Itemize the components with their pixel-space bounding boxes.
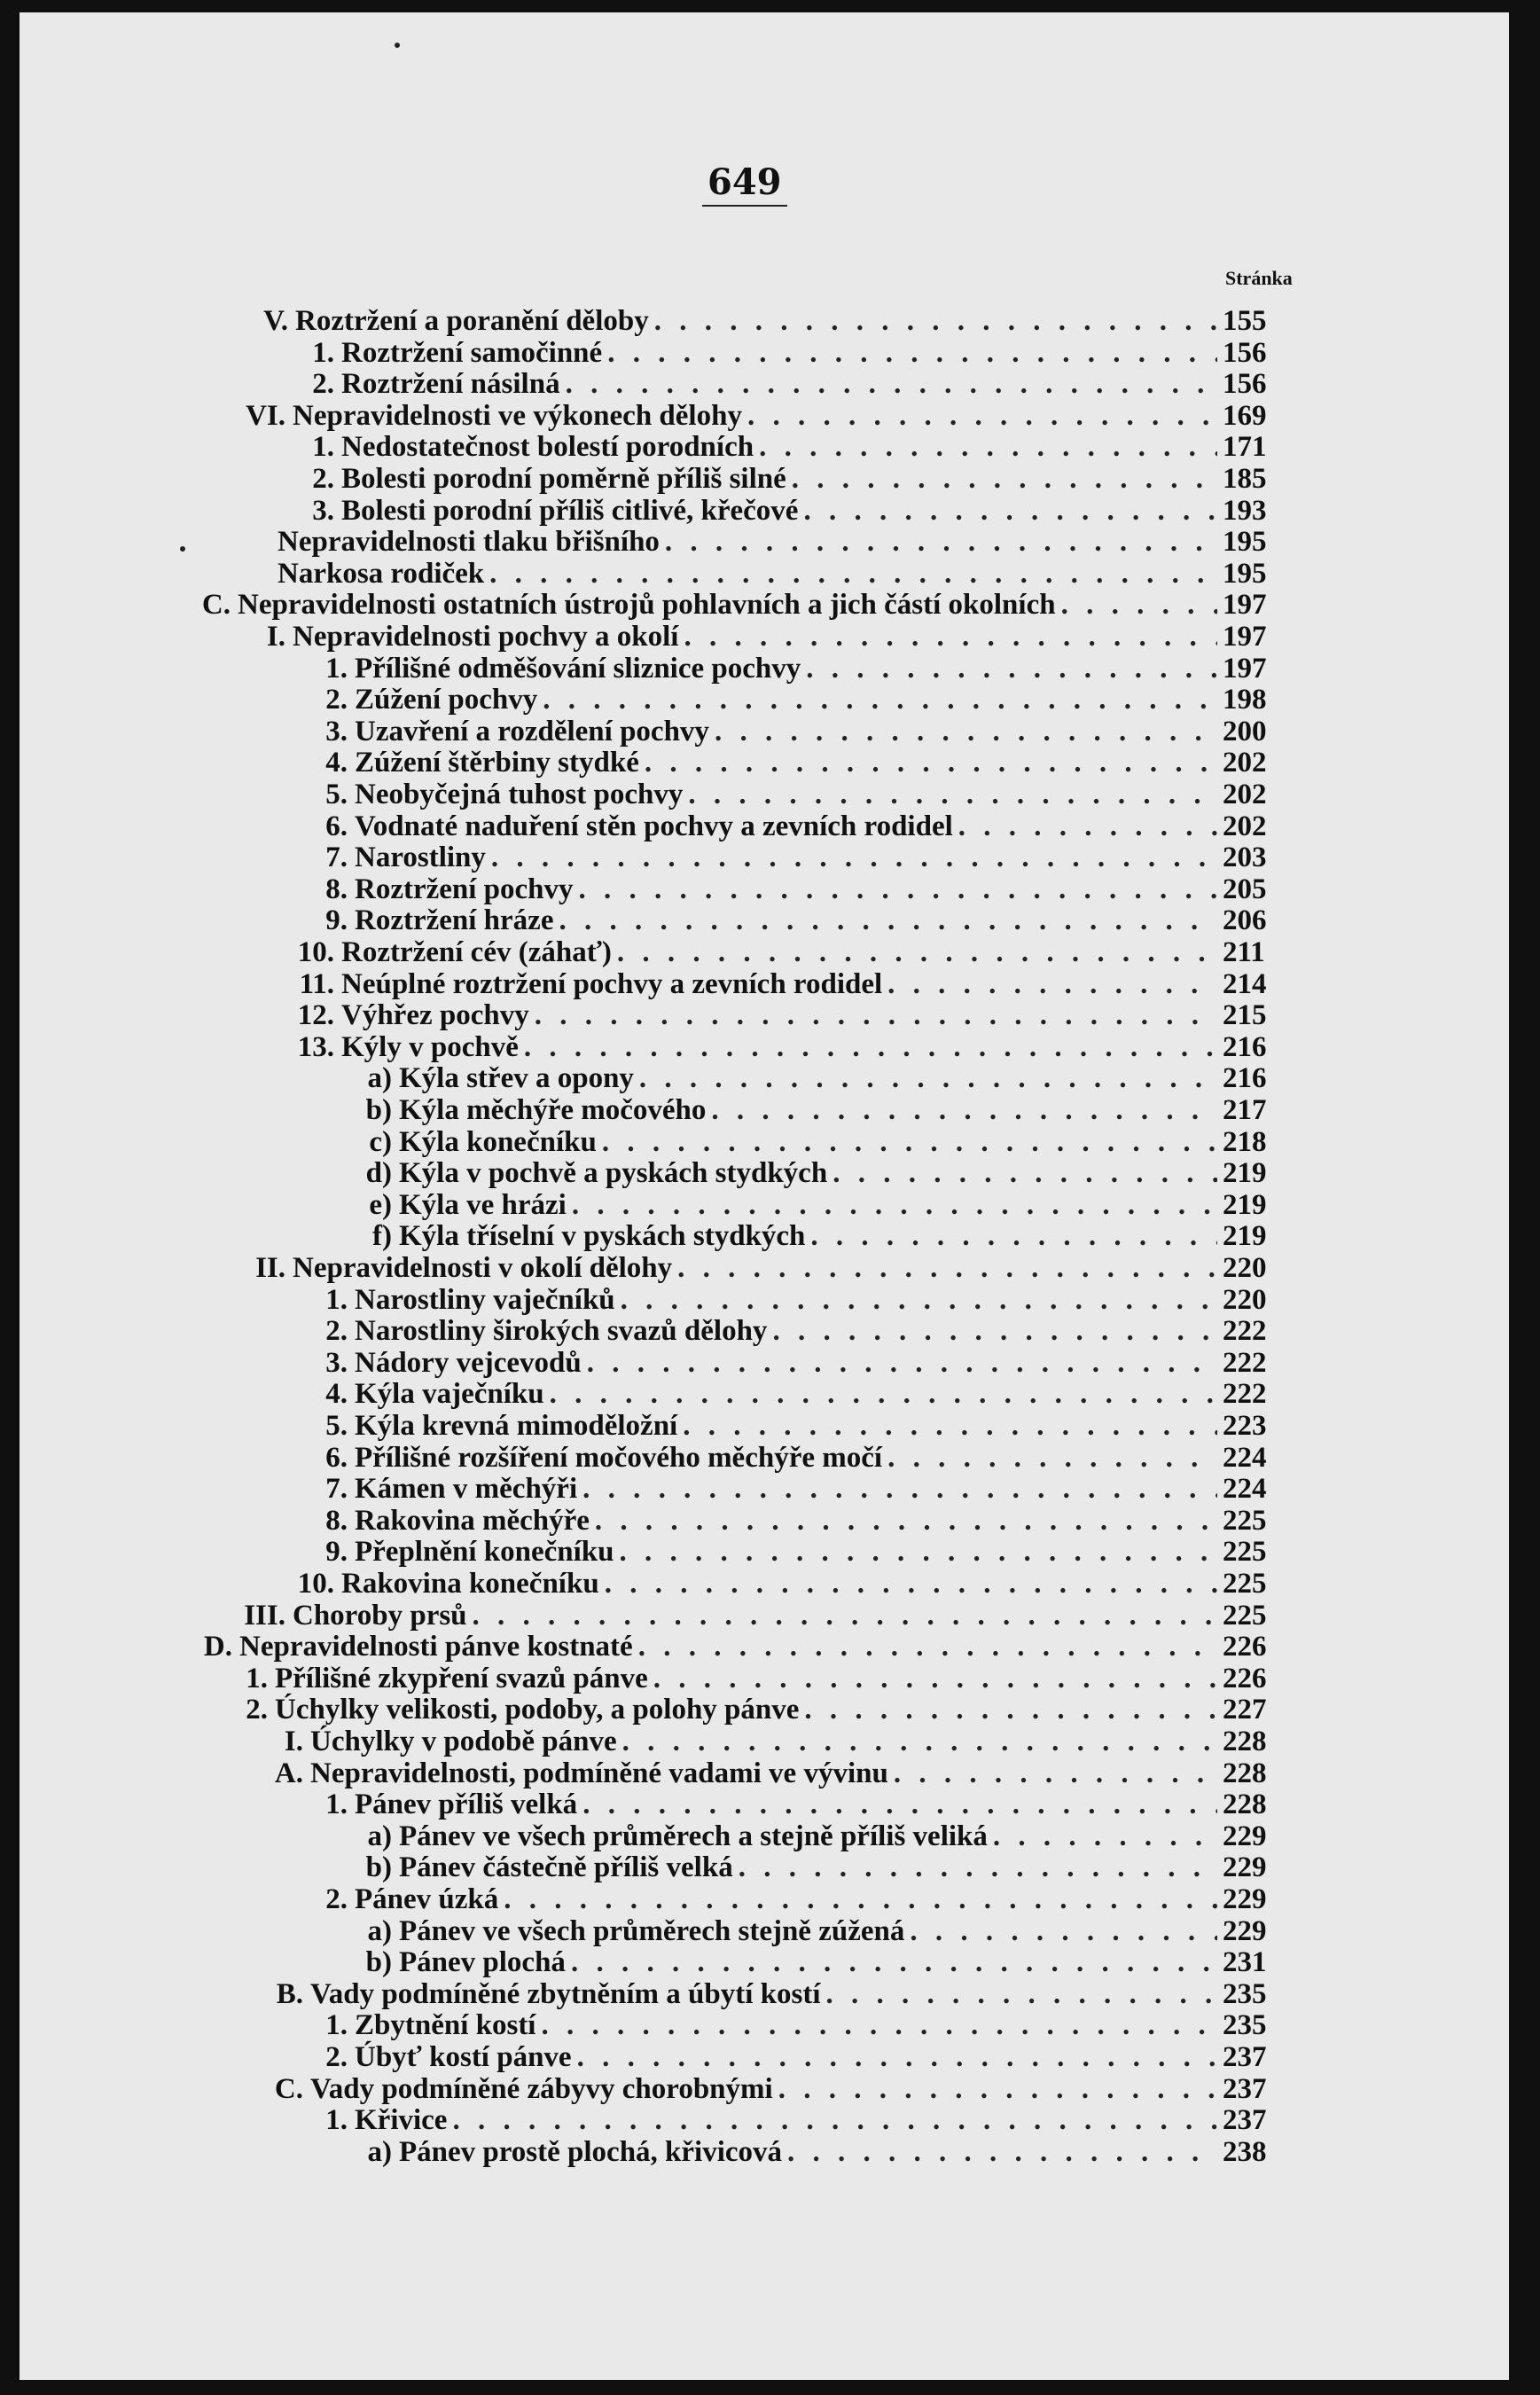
dot-leader [684,621,1217,654]
toc-entry-text: Nepravidelnosti pochvy a okolí [293,621,679,653]
toc-entry-text: Uzavření a rozdělení pochvy [355,715,709,747]
toc-entry-text: Úchylky v podobě pánve [310,1726,617,1757]
toc-entry-page: 216 [1223,1062,1267,1095]
toc-entry-label: 2. [325,684,348,716]
toc-entry-label: c) [369,1125,392,1158]
toc-entry-label: 5. [325,779,348,810]
toc-entry-label: C. [274,2072,303,2105]
toc-entry-page: 202 [1223,810,1267,842]
toc-entry-text: Přílišné rozšíření močového měchýře močí [355,1441,883,1474]
toc-entry [349,1126,1274,1158]
toc-entry-text: Nepravidelnosti pánve kostnaté [239,1631,633,1663]
dot-leader [587,1347,1217,1380]
toc-entry [349,1851,1274,1883]
dot-leader [524,1031,1217,1064]
toc-entry-page: 224 [1223,1473,1267,1506]
toc-entry-text: Kýla ve hrázi [399,1188,567,1221]
toc-entry [235,1600,1274,1632]
toc-entry-page: 203 [1223,841,1267,874]
toc-entry [263,1757,1274,1789]
toc-entry-page: 225 [1223,1504,1267,1537]
toc-entry-label: 7. [325,1473,348,1506]
dot-leader [665,526,1217,559]
dot-leader [787,2136,1217,2169]
toc-entry-text: Úbyť kostí pánve [355,2041,572,2073]
dot-leader [711,1094,1217,1127]
toc-entry-label: D. [203,1631,232,1663]
dot-leader [645,747,1217,779]
dot-leader [622,1726,1217,1758]
toc-entry [349,1094,1274,1126]
dot-leader [582,1788,1217,1821]
dot-leader [688,779,1217,811]
toc-entry-label: 6. [325,810,348,842]
toc-entry-text: Kýly v pochvě [341,1030,519,1063]
toc-entry [292,337,1274,369]
toc-entry [305,653,1274,685]
toc-entry-label: 1. [312,336,334,369]
toc-entry-label: 12. [297,999,334,1032]
toc-entry-text: Kýla vaječníku [355,1378,544,1411]
dot-leader [887,1442,1217,1475]
toc-entry-page: 220 [1223,1283,1267,1316]
toc-entry-label: b) [365,1946,392,1979]
toc-entry-text: Kýla konečníku [399,1125,597,1158]
toc-entry-page: 222 [1223,1378,1267,1411]
toc-entry-label: 9. [325,904,348,937]
toc-entry-label: 8. [325,873,348,905]
toc-entry-label: 2. [312,368,334,401]
toc-entry-label: 13. [297,1030,334,1063]
toc-entry-page: 225 [1223,1568,1267,1600]
toc-entry-page: 198 [1223,684,1267,716]
toc-entry [270,526,1274,558]
dot-leader [489,558,1217,591]
toc-entry-text: Roztržení násilná [341,368,560,401]
toc-entry-text: Vady podmíněné zábyvy chorobnými [310,2072,773,2105]
toc-entry-page: 219 [1223,1220,1267,1253]
toc-entry-label: 7. [325,841,348,874]
dot-leader [833,1157,1217,1190]
toc-entry-page: 195 [1223,557,1267,590]
toc-entry-label: f) [372,1220,392,1253]
toc-entry [278,1568,1274,1600]
toc-entry [292,463,1274,495]
toc-entry-text: Kýla tříselní v pyskách stydkých [399,1220,806,1253]
toc-entry [305,1442,1274,1474]
toc-entry-label: 2. [325,1883,348,1915]
toc-entry-page: 169 [1223,399,1267,432]
toc-entry-label: 4. [325,747,348,779]
toc-entry-text: Roztržení a poranění děloby [295,305,649,337]
toc-entry-label: III. [244,1599,285,1632]
toc-entry-text: Rakovina konečníku [341,1568,599,1600]
dot-leader [579,873,1217,906]
toc-entry [349,1157,1274,1189]
toc-entry-label: C. [201,589,231,622]
toc-entry [305,2041,1274,2073]
dot-leader [910,1915,1217,1948]
toc-entry-text: Bolesti porodní poměrně příliš silné [341,463,786,495]
toc-entry-page: 226 [1223,1662,1267,1695]
dot-leader [491,841,1217,874]
toc-entry-page: 222 [1223,1315,1267,1348]
dot-leader [1061,589,1217,622]
toc-entry-page: 237 [1223,2041,1267,2073]
toc-entry-text: Narostliny [355,841,486,874]
toc-entry [305,873,1274,905]
toc-entry-page: 229 [1223,1820,1267,1852]
toc-entry [349,1946,1274,1978]
dot-leader [993,1820,1217,1853]
toc-entry-page: 215 [1223,999,1267,1032]
toc-entry-page: 185 [1223,463,1267,495]
toc-entry [270,558,1274,590]
toc-entry [263,1726,1274,1757]
dot-leader [772,1315,1217,1348]
toc-entry-page: 171 [1223,431,1267,464]
dot-leader [619,1536,1217,1569]
toc-entry-text: Přílišné odměšování sliznice pochvy [355,652,801,685]
ink-speck [180,546,185,552]
toc-entry-page: 197 [1223,652,1267,685]
toc-entry-label: 1. [325,1788,348,1821]
toc-entry-label: I. [266,621,285,653]
toc-entry [305,1410,1274,1442]
toc-entry-text: Úchylky velikosti, podoby, a polohy pánve [275,1694,800,1726]
toc-entry [225,1694,1274,1726]
toc-entry-label: a) [367,1820,392,1852]
toc-entry [235,1252,1274,1284]
dot-leader [803,495,1217,528]
toc-entry-text: Neúplné roztržení pochvy a zevních rodidel [341,967,883,1000]
toc-entry-label: 2. [312,463,334,495]
toc-entry-text: Nedostatečnost bolestí porodních [341,431,754,464]
toc-entry [246,621,1274,653]
toc-entry-text: Kýla v pochvě a pyskách stydkých [399,1157,828,1190]
toc-entry-label: 2. [246,1694,268,1726]
toc-entry-page: 229 [1223,1883,1267,1915]
toc-entry-text: Roztržení hráze [355,904,554,937]
toc-entry-text: Pánev plochá [399,1946,566,1979]
toc-entry-label: A. [274,1757,303,1789]
toc-entry-text: Narostliny širokých svazů dělohy [355,1315,768,1348]
toc-entry-page: 214 [1223,967,1267,1000]
toc-entry-text: Roztržení pochvy [355,873,574,905]
toc-entry [305,1347,1274,1379]
dot-leader [958,810,1217,843]
toc-entry-label: 1. [325,1283,348,1316]
toc-entry [292,368,1274,400]
dot-leader [541,2009,1217,2042]
toc-entry-label: 1. [312,431,334,464]
dot-leader [535,999,1217,1032]
toc-entry-label: I. [284,1726,303,1757]
toc-entry-text: Kýla střev a opony [399,1062,634,1095]
toc-entry-text: Kýla měchýře močového [399,1094,707,1126]
toc-entry [305,1473,1274,1505]
toc-entry-text: Choroby prsů [293,1599,467,1632]
toc-entry-page: 237 [1223,2104,1267,2137]
dot-leader [577,2041,1217,2074]
toc-entry-page: 156 [1223,336,1267,369]
toc-entry-page: 202 [1223,747,1267,779]
toc-entry-label: 2. [325,1315,348,1348]
toc-entry-text: Bolesti porodní příliš citlivé, křečové [341,494,799,527]
toc-entry-label: 3. [325,1346,348,1379]
toc-entry-label: 1. [325,652,348,685]
dot-leader [602,1126,1217,1159]
toc-entry-text: Nepravidelnosti ve výkonech dělohy [293,399,742,432]
dot-leader [571,1946,1217,1979]
toc-entry-text: Křivice [355,2104,448,2137]
toc-entry-page: 193 [1223,494,1267,527]
dot-leader [683,1410,1217,1443]
toc-entry-text: Kýla krevná mimoděložní [355,1410,678,1442]
toc-entry-page: 206 [1223,904,1267,937]
toc-entry-page: 231 [1223,1946,1267,1979]
toc-entry-label: II. [255,1252,285,1284]
toc-entry-label: B. [276,1977,303,2010]
toc-entry [349,1062,1274,1094]
toc-entry-text: Narostliny vaječníků [355,1283,615,1316]
dot-leader [550,1378,1217,1411]
toc-entry-page: 202 [1223,779,1267,810]
toc-entry [305,1505,1274,1537]
toc-entry [305,2009,1274,2041]
toc-entry-page: 197 [1223,589,1267,622]
book-page [20,12,1509,2380]
toc-entry-text: Roztržení samočinné [341,336,603,369]
dot-leader [739,1851,1217,1884]
dot-leader [677,1252,1217,1285]
toc-entry-label: 11. [299,967,334,1000]
toc-entry-page: 195 [1223,526,1267,559]
dot-leader [504,1883,1217,1916]
toc-entry-page: 222 [1223,1346,1267,1379]
toc-entry [278,968,1274,1000]
toc-entry-label: a) [367,1914,392,1947]
toc-entry [305,904,1274,936]
toc-entry [292,495,1274,527]
toc-entry [349,1915,1274,1947]
toc-entry-text: Narkosa rodiček [278,557,485,590]
toc-entry [305,2104,1274,2136]
dot-leader [778,2073,1217,2106]
toc-entry-text: Pánev ve všech průměrech a stejně příliš veliká [399,1820,988,1852]
toc-entry-page: 229 [1223,1851,1267,1884]
toc-entry-page: 235 [1223,1977,1267,2010]
toc-entry-page: 223 [1223,1410,1267,1442]
toc-entry-label: VI. [246,399,285,432]
toc-entry-text: Nepravidelnosti, podmíněné vadami ve vývinu [310,1757,888,1789]
toc-entry [305,1378,1274,1410]
toc-entry-text: Zbytnění kostí [355,2009,536,2042]
toc-entry [305,716,1274,747]
dot-leader [566,368,1217,401]
toc-entry-text: Pánev prostě plochá, křivicová [399,2135,783,2168]
toc-entry-text: Nepravidelnosti ostatních ústrojů pohlavních a jich částí okolních [238,589,1056,622]
toc-entry-label: 5. [325,1410,348,1442]
toc-entry-text: Výhřez pochvy [341,999,529,1032]
dot-leader [747,400,1217,433]
toc-entry-text: Roztržení cév (záhať) [341,936,612,968]
dot-leader [715,716,1217,748]
toc-entry [263,1978,1274,2010]
toc-entry-page: 237 [1223,2072,1267,2105]
toc-entry [305,1536,1274,1568]
toc-entry-page: 226 [1223,1631,1267,1663]
toc-entry-label: 1. [325,2009,348,2042]
toc-entry-page: 197 [1223,621,1267,653]
toc-entry [305,1315,1274,1347]
dot-leader [826,1978,1218,2011]
toc-entry-label: d) [365,1157,392,1190]
toc-entry-page: 228 [1223,1757,1267,1789]
toc-entry-page: 155 [1223,305,1267,337]
toc-entry-page: 228 [1223,1788,1267,1821]
toc-entry-text: Přílišné zkypření svazů pánve [275,1662,648,1695]
toc-entry-text: Přeplnění konečníku [355,1536,614,1569]
dot-leader [543,684,1217,716]
toc-entry [232,400,1274,432]
dot-leader [638,1631,1217,1663]
toc-entry-page: 224 [1223,1441,1267,1474]
ink-speck [395,43,400,48]
toc-entry [349,2136,1274,2168]
toc-entry-label: a) [367,2135,392,2168]
dot-leader [559,904,1217,937]
toc-entry-label: 2. [325,2041,348,2073]
toc-entry-page: 211 [1223,936,1265,968]
dot-leader [654,305,1217,338]
toc-entry-label: 4. [325,1378,348,1411]
dot-leader [894,1757,1217,1790]
toc-entry-page: 227 [1223,1694,1267,1726]
toc-entry-page: 235 [1223,2009,1267,2042]
toc-entry-text: Pánev příliš velká [355,1788,578,1821]
toc-entry-text: Nádory vejcevodů [355,1346,582,1379]
toc-entry [225,1663,1274,1695]
toc-entry-page: 225 [1223,1599,1267,1632]
dot-leader [806,653,1217,685]
toc-entry-label: 6. [325,1441,348,1474]
toc-entry-text: Pánev úzká [355,1883,499,1915]
dot-leader [617,936,1217,969]
dot-leader [653,1663,1217,1695]
toc-entry-page: 220 [1223,1252,1267,1284]
toc-entry-page: 238 [1223,2135,1267,2168]
dot-leader [595,1505,1217,1538]
toc-entry-text: Zúžení pochvy [355,684,538,716]
toc-entry-label: V. [263,305,288,337]
toc-entry [305,747,1274,779]
toc-entry-page: 228 [1223,1726,1267,1757]
column-header: Stránka [1225,267,1293,289]
toc-entry-text: Nepravidelnosti tlaku břišního [278,526,660,559]
toc-entry-text: Vady podmíněné zbytněním a úbytí kostí [310,1977,821,2010]
toc-entry [305,1788,1274,1820]
toc-entry-label: b) [365,1094,392,1126]
dot-leader [452,2104,1217,2137]
page-number: 649 [702,161,787,207]
toc-entry-label: 10. [297,936,334,968]
toc-entry-label: 10. [297,1568,334,1600]
toc-entry-page: 156 [1223,368,1267,401]
toc-entry-text: Rakovina měchýře [355,1504,590,1537]
toc-entry-text: Pánev ve všech průměrech stejně zúžená [399,1914,905,1947]
toc-entry [191,589,1274,621]
toc-entry [278,1031,1274,1063]
dot-leader [607,337,1217,370]
dot-leader [605,1568,1217,1601]
toc-entry-label: 8. [325,1504,348,1537]
toc-entry-text: Nepravidelnosti v okolí dělohy [293,1252,673,1284]
toc-entry-page: 216 [1223,1030,1267,1063]
toc-entry [292,431,1274,463]
toc-entry-label: b) [365,1851,392,1884]
dot-leader [887,968,1217,1001]
dot-leader [582,1473,1217,1506]
toc-entry-label: 1. [246,1662,268,1695]
toc-entry-label: 1. [325,2104,348,2137]
toc-entry [349,1189,1274,1221]
dot-leader [810,1220,1217,1253]
dot-leader [639,1062,1217,1095]
toc-entry-page: 225 [1223,1536,1267,1569]
toc-entry [305,1284,1274,1316]
toc-entry-label: a) [367,1062,392,1095]
toc-entry [305,684,1274,716]
toc-entry [278,999,1274,1031]
toc-entry-page: 219 [1223,1188,1267,1221]
toc-entry-page: 205 [1223,873,1267,905]
toc-entry-text: Zúžení štěrbiny stydké [355,747,639,779]
toc-entry [192,1631,1274,1663]
dot-leader [473,1600,1217,1632]
dot-leader [804,1694,1217,1726]
toc-entry [278,936,1274,968]
toc-entry [349,1220,1274,1252]
toc-entry [305,841,1274,873]
dot-leader [759,431,1217,464]
toc-entry [305,1883,1274,1915]
toc-entry [305,779,1274,810]
toc-entry-text: Kámen v měchýři [355,1473,578,1506]
toc-entry-page: 200 [1223,715,1267,747]
toc-entry-page: 218 [1223,1125,1267,1158]
toc-entry-label: 3. [325,715,348,747]
dot-leader [572,1189,1217,1222]
toc-entry-page: 217 [1223,1094,1267,1126]
dot-leader [792,463,1217,496]
toc-entry [305,810,1274,842]
toc-entry [263,2073,1274,2105]
toc-entry-page: 219 [1223,1157,1267,1190]
toc-entry-label: 9. [325,1536,348,1569]
toc-entry-page: 229 [1223,1914,1267,1947]
dot-leader [621,1284,1217,1317]
toc-entry-text: Vodnaté naduření stěn pochvy a zevních rodidel [355,810,953,842]
toc-entry-text: Neobyčejná tuhost pochvy [355,779,684,810]
toc-entry [248,305,1274,337]
toc-entry-label: 3. [312,494,334,527]
toc-entry-label: e) [369,1188,392,1221]
toc-entry-text: Pánev částečně příliš velká [399,1851,733,1884]
toc-entry [349,1820,1274,1852]
